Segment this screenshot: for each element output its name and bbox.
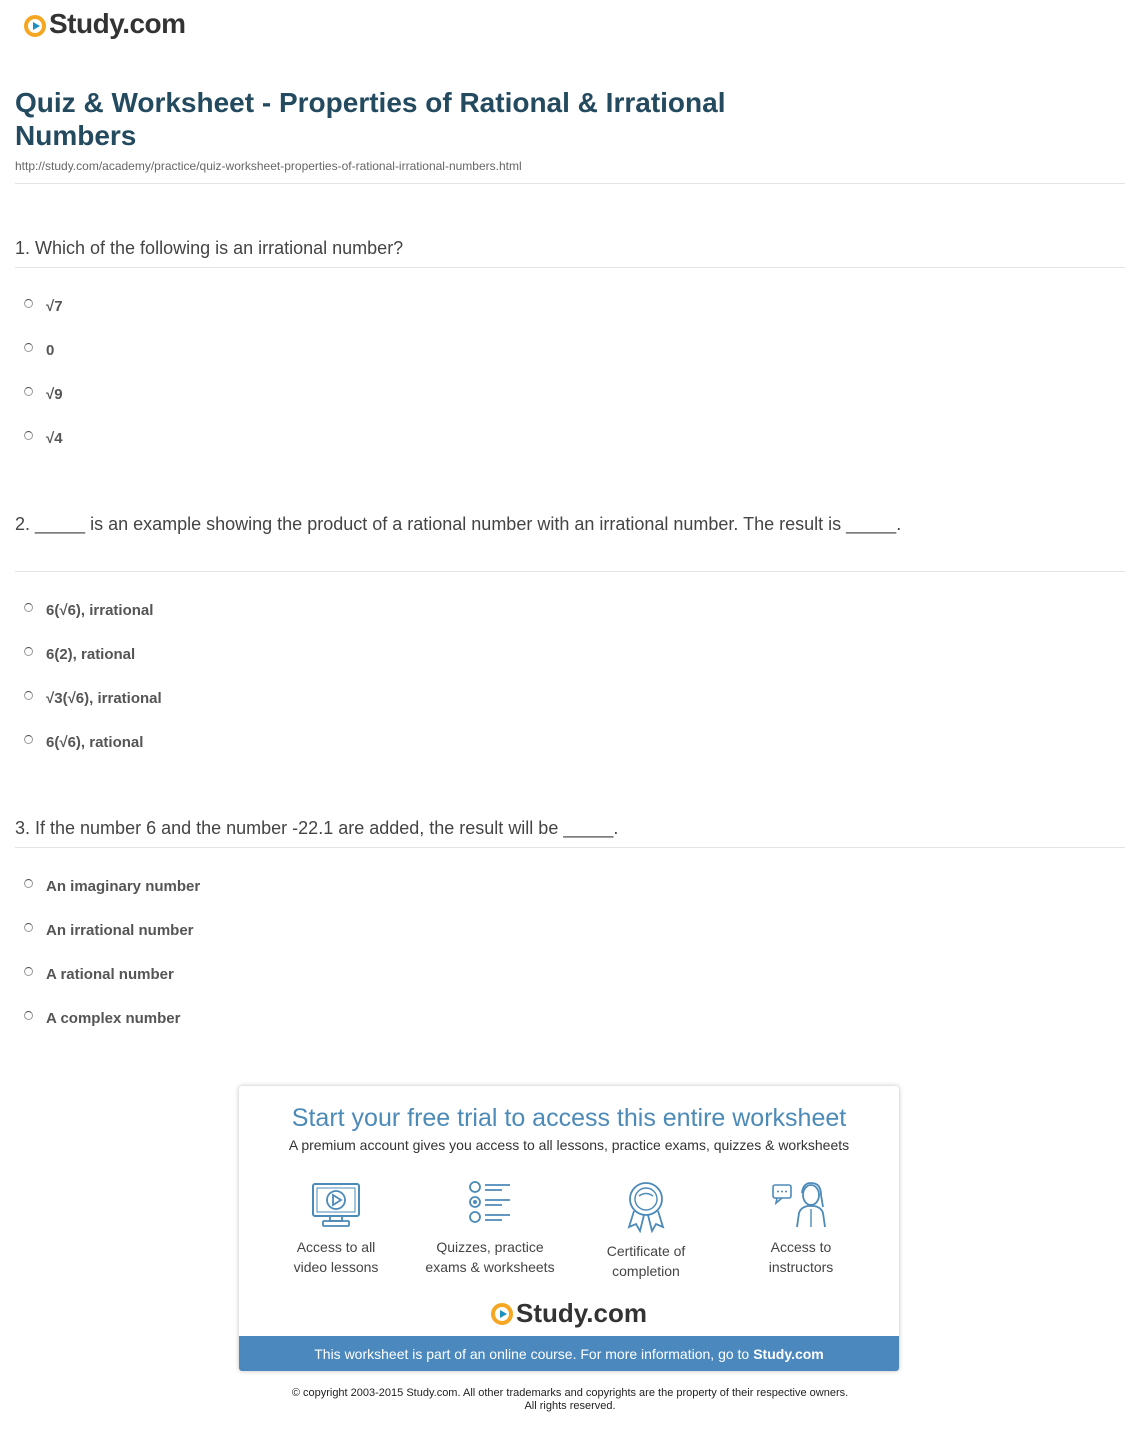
- promo-logo-text: Study.com: [516, 1298, 647, 1328]
- instructor-icon: [771, 1181, 831, 1229]
- answer-option[interactable]: [24, 690, 162, 707]
- option-label: 0: [46, 342, 55, 359]
- feature-label: Certificate of completion: [606, 1243, 686, 1279]
- radio-icon[interactable]: [24, 1011, 33, 1020]
- answer-option[interactable]: [24, 1010, 180, 1027]
- feature-label: Access to all video lessons: [293, 1239, 379, 1275]
- radio-icon[interactable]: [24, 387, 33, 396]
- divider: [15, 183, 1125, 184]
- radio-icon[interactable]: [24, 299, 33, 308]
- certificate-icon: [626, 1181, 666, 1233]
- promo-logo[interactable]: [239, 1298, 899, 1329]
- divider: [15, 267, 1125, 268]
- page-title: Quiz & Worksheet - Properties of Rational & Irrational Numbers: [15, 87, 726, 151]
- play-logo-icon: [491, 1303, 513, 1325]
- question-2: 2. _____ is an example showing the product of a rational number with an irrational number. The result is _____.: [15, 514, 902, 534]
- option-label: √4: [46, 430, 63, 447]
- question-1: 1. Which of the following is an irrational number?: [15, 238, 404, 258]
- answer-option[interactable]: [24, 878, 200, 895]
- radio-icon[interactable]: [24, 603, 33, 612]
- option-label: A complex number: [46, 1010, 181, 1027]
- video-lesson-icon: [311, 1181, 361, 1229]
- answer-option[interactable]: [24, 734, 143, 751]
- promo-bar-text: This worksheet is part of an online course. For more information, go to: [314, 1345, 750, 1362]
- question-3: 3. If the number 6 and the number -22.1 are added, the result will be _____.: [15, 818, 619, 838]
- answer-option[interactable]: [24, 298, 63, 315]
- radio-icon[interactable]: [24, 923, 33, 932]
- free-trial-card[interactable]: [239, 1086, 899, 1371]
- option-label: 6(√6), rational: [46, 734, 144, 751]
- promo-bar-link[interactable]: Study.com: [753, 1345, 824, 1362]
- copyright-line: © copyright 2003-2015 Study.com. All other trademarks and copyrights are the property of their respective owners.: [291, 1387, 849, 1399]
- radio-icon[interactable]: [24, 735, 33, 744]
- promo-title: Start your free trial to access this entire worksheet: [291, 1104, 847, 1132]
- option-label: √9: [46, 386, 63, 403]
- option-label: An irrational number: [46, 922, 194, 939]
- radio-icon[interactable]: [24, 431, 33, 440]
- option-label: An imaginary number: [46, 878, 201, 895]
- feature-label: Quizzes, practice exams & worksheets: [425, 1239, 555, 1275]
- option-label: A rational number: [46, 966, 174, 983]
- divider: [15, 847, 1125, 848]
- play-logo-icon: [24, 15, 46, 37]
- answer-option[interactable]: [24, 646, 135, 663]
- promo-subtitle: A premium account gives you access to all lessons, practice exams, quizzes & worksheets: [288, 1137, 850, 1153]
- feature-quizzes: [410, 1181, 570, 1277]
- option-label: √3(√6), irrational: [46, 690, 162, 707]
- radio-icon[interactable]: [24, 879, 33, 888]
- page-url: http://study.com/academy/practice/quiz-worksheet-properties-of-rational-irrational-numbers.html: [15, 159, 522, 173]
- option-label: 6(2), rational: [46, 646, 136, 663]
- option-label: 6(√6), irrational: [46, 602, 154, 619]
- answer-option[interactable]: [24, 922, 194, 939]
- copyright-footer: [0, 1387, 1140, 1413]
- quiz-list-icon: [468, 1181, 512, 1229]
- answer-option[interactable]: [24, 386, 63, 403]
- promo-bar[interactable]: [239, 1336, 899, 1371]
- answer-option[interactable]: [24, 342, 54, 359]
- feature-video-lessons: [256, 1181, 416, 1277]
- logo-text: Study.com: [49, 8, 186, 39]
- radio-icon[interactable]: [24, 343, 33, 352]
- answer-option[interactable]: [24, 966, 174, 983]
- option-label: √7: [46, 298, 63, 315]
- rights-line: All rights reserved.: [524, 1400, 616, 1412]
- answer-option[interactable]: [24, 602, 153, 619]
- answer-option[interactable]: [24, 430, 63, 447]
- radio-icon[interactable]: [24, 647, 33, 656]
- radio-icon[interactable]: [24, 691, 33, 700]
- divider: [15, 571, 1125, 572]
- study-logo[interactable]: [24, 8, 186, 40]
- feature-instructors: [721, 1181, 881, 1277]
- feature-label: Access to instructors: [768, 1239, 834, 1275]
- feature-certificate: [566, 1181, 726, 1281]
- radio-icon[interactable]: [24, 967, 33, 976]
